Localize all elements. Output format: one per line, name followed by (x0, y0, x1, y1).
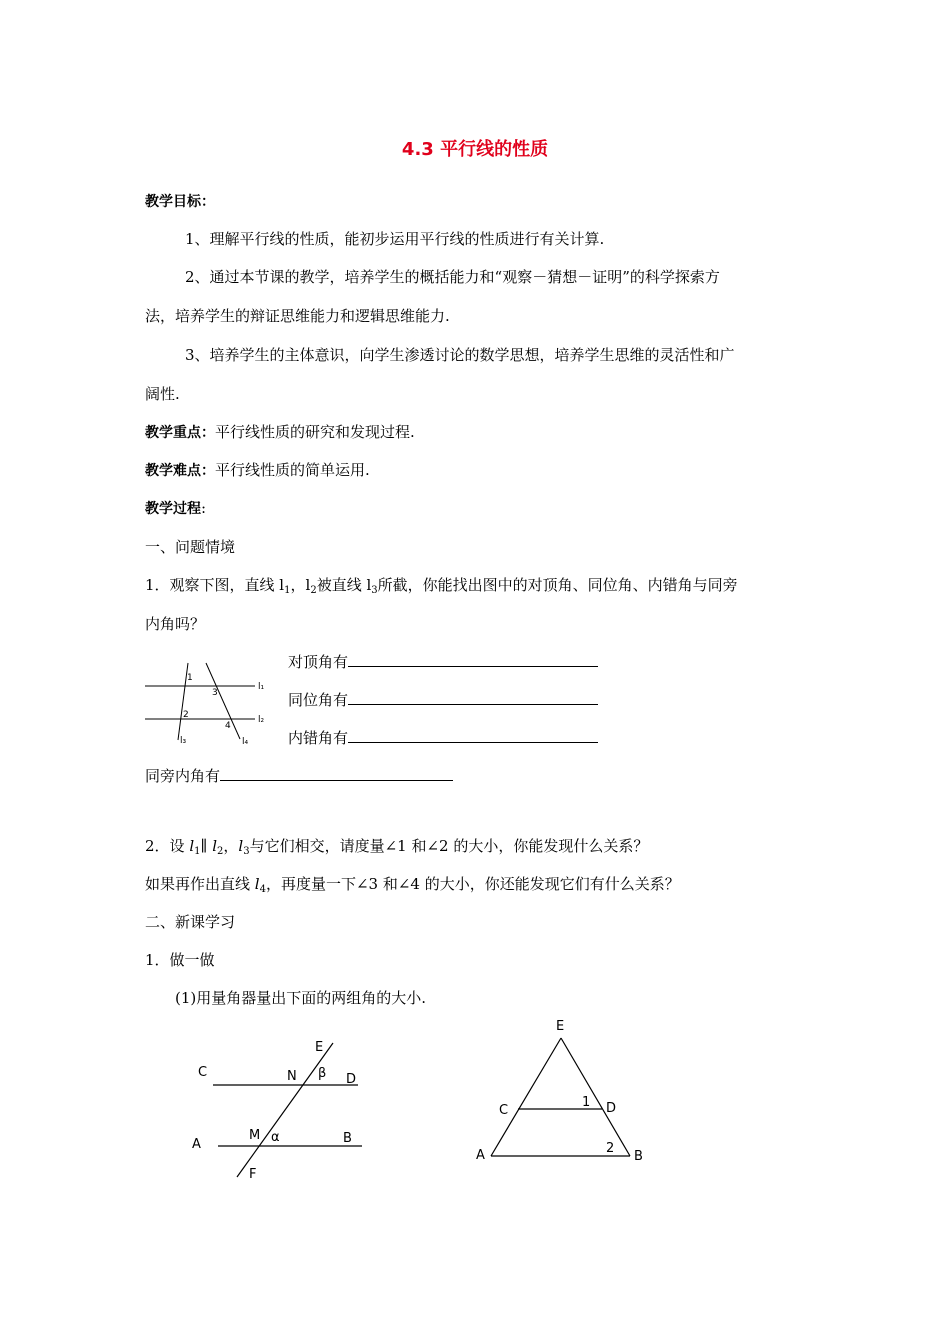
fig3-label-1: 1 (582, 1095, 591, 1110)
line-l4 (206, 663, 240, 739)
difficulty-text: 平行线性质的简单运用. (215, 461, 370, 479)
q1-text-c: 被直线 l (316, 576, 372, 594)
figure-transversal-ef (185, 1035, 385, 1185)
step-1-heading: 1．做一做 (145, 951, 215, 969)
page-title: 4.3 平行线的性质 (401, 139, 549, 160)
fig1-label-4: 4 (225, 721, 231, 731)
q2-l3-sub: 3 (243, 846, 250, 857)
q2-l2: l (212, 837, 218, 855)
objectives-heading: 教学目标： (145, 194, 215, 210)
side-eb (561, 1038, 630, 1156)
difficulty-point (145, 460, 370, 481)
q2b-text-a: 如果再作出直线 (145, 875, 255, 893)
q2b-l4: l (254, 875, 260, 893)
q2-comma: ， (223, 837, 239, 855)
figure-triangle-eab (470, 1010, 660, 1170)
fill-alternate-label: 内错角有 (288, 729, 349, 747)
section-1-heading: 一、问题情境 (145, 538, 236, 556)
question-1-line-2: 内角吗？ (145, 615, 206, 633)
q2b-text-b: ，再度量一下∠3 和∠4 的大小，你还能发现它们有什么关系？ (265, 875, 680, 893)
q1-sub-3: 3 (371, 585, 378, 596)
q2-parallel: ∥ (200, 837, 213, 855)
fig1-label-2: 2 (183, 710, 189, 720)
objective-2-line-2: 法，培养学生的辩证思维能力和逻辑思维能力. (145, 307, 450, 325)
question-1-line-1 (145, 575, 738, 601)
q1-sub-2: 2 (310, 585, 317, 596)
fig2-label-a: A (192, 1137, 201, 1152)
fig3-label-e: E (556, 1019, 565, 1034)
objective-2-line-1: 2、通过本节课的教学，培养学生的概括能力和“观察－猜想－证明”的科学探索方 (185, 268, 720, 286)
fig2-label-f: F (249, 1167, 257, 1182)
fill-vertical-blank[interactable] (348, 652, 598, 667)
q2-text-a: 2．设 (145, 837, 190, 855)
fig2-label-e: E (315, 1040, 324, 1055)
figure-parallel-lines-transversals (140, 655, 270, 750)
fill-vertical-label: 对顶角有 (288, 653, 349, 671)
fill-interior-label: 同旁内角有 (145, 767, 221, 785)
fill-corresponding-blank[interactable] (348, 690, 598, 705)
q1-sub-1: 1 (284, 585, 291, 596)
fig1-label-1: 1 (187, 673, 193, 683)
fig1-label-l3: l₃ (180, 736, 187, 746)
fig1-label-l2: l₂ (258, 715, 265, 725)
fig3-label-d: D (606, 1101, 617, 1116)
objective-3-line-2: 阔性. (145, 385, 180, 403)
process-heading (145, 498, 206, 519)
fig1-label-3: 3 (212, 688, 218, 698)
line-ef (237, 1043, 333, 1177)
fig1-label-l4: l₄ (242, 737, 249, 747)
q1-text-a: 1．观察下图，直线 l (145, 576, 285, 594)
fill-alternate-blank[interactable] (348, 728, 598, 743)
fill-corresponding-angles (288, 690, 598, 710)
fig2-label-m: M (249, 1128, 261, 1143)
process-label: 教学过程 (145, 501, 201, 517)
fig2-label-c: C (198, 1065, 208, 1080)
process-colon: : (201, 499, 207, 517)
q1-text-d: 所截，你能找出图中的对顶角、同位角、内错角与同旁 (377, 576, 738, 594)
question-2-line-2 (145, 874, 680, 900)
fill-alternate-angles (288, 728, 598, 748)
fig2-label-beta: β (318, 1066, 327, 1081)
objective-1: 1、理解平行线的性质，能初步运用平行线的性质进行有关计算. (185, 230, 605, 248)
q2-text-b: 与它们相交，请度量∠1 和∠2 的大小，你能发现什么关系？ (249, 837, 649, 855)
fig3-label-b: B (634, 1149, 643, 1164)
section-2-heading: 二、新课学习 (145, 913, 236, 931)
fig2-label-b: B (343, 1131, 352, 1146)
q2b-l4-sub: 4 (259, 884, 266, 895)
q2-l3: l (238, 837, 244, 855)
q2-l2-sub: 2 (217, 846, 224, 857)
q2-l1-sub: 1 (194, 846, 201, 857)
fig3-label-a: A (476, 1148, 485, 1163)
key-point (145, 422, 415, 443)
fill-vertical-angles (288, 652, 598, 672)
step-1-1-text: (1)用量角器量出下面的两组角的大小. (175, 989, 427, 1007)
key-label: 教学重点： (145, 425, 215, 441)
question-2-line-1 (145, 836, 648, 862)
q2-l1: l (189, 837, 195, 855)
q1-text-b: ，l (290, 576, 311, 594)
objective-3-line-1: 3、培养学生的主体意识，向学生渗透讨论的数学思想，培养学生思维的灵活性和广 (185, 346, 735, 364)
difficulty-label: 教学难点： (145, 463, 215, 479)
fill-interior-angles (145, 766, 453, 786)
fill-corresponding-label: 同位角有 (288, 691, 349, 709)
side-ea (491, 1038, 561, 1156)
fig3-label-2: 2 (606, 1141, 615, 1156)
fig1-label-l1: l₁ (258, 682, 265, 692)
fig2-label-d: D (346, 1072, 357, 1087)
fill-interior-blank[interactable] (220, 766, 453, 781)
key-text: 平行线性质的研究和发现过程. (215, 423, 415, 441)
fig2-label-n: N (287, 1069, 297, 1084)
fig3-label-c: C (499, 1103, 509, 1118)
fig2-label-alpha: α (271, 1130, 280, 1145)
